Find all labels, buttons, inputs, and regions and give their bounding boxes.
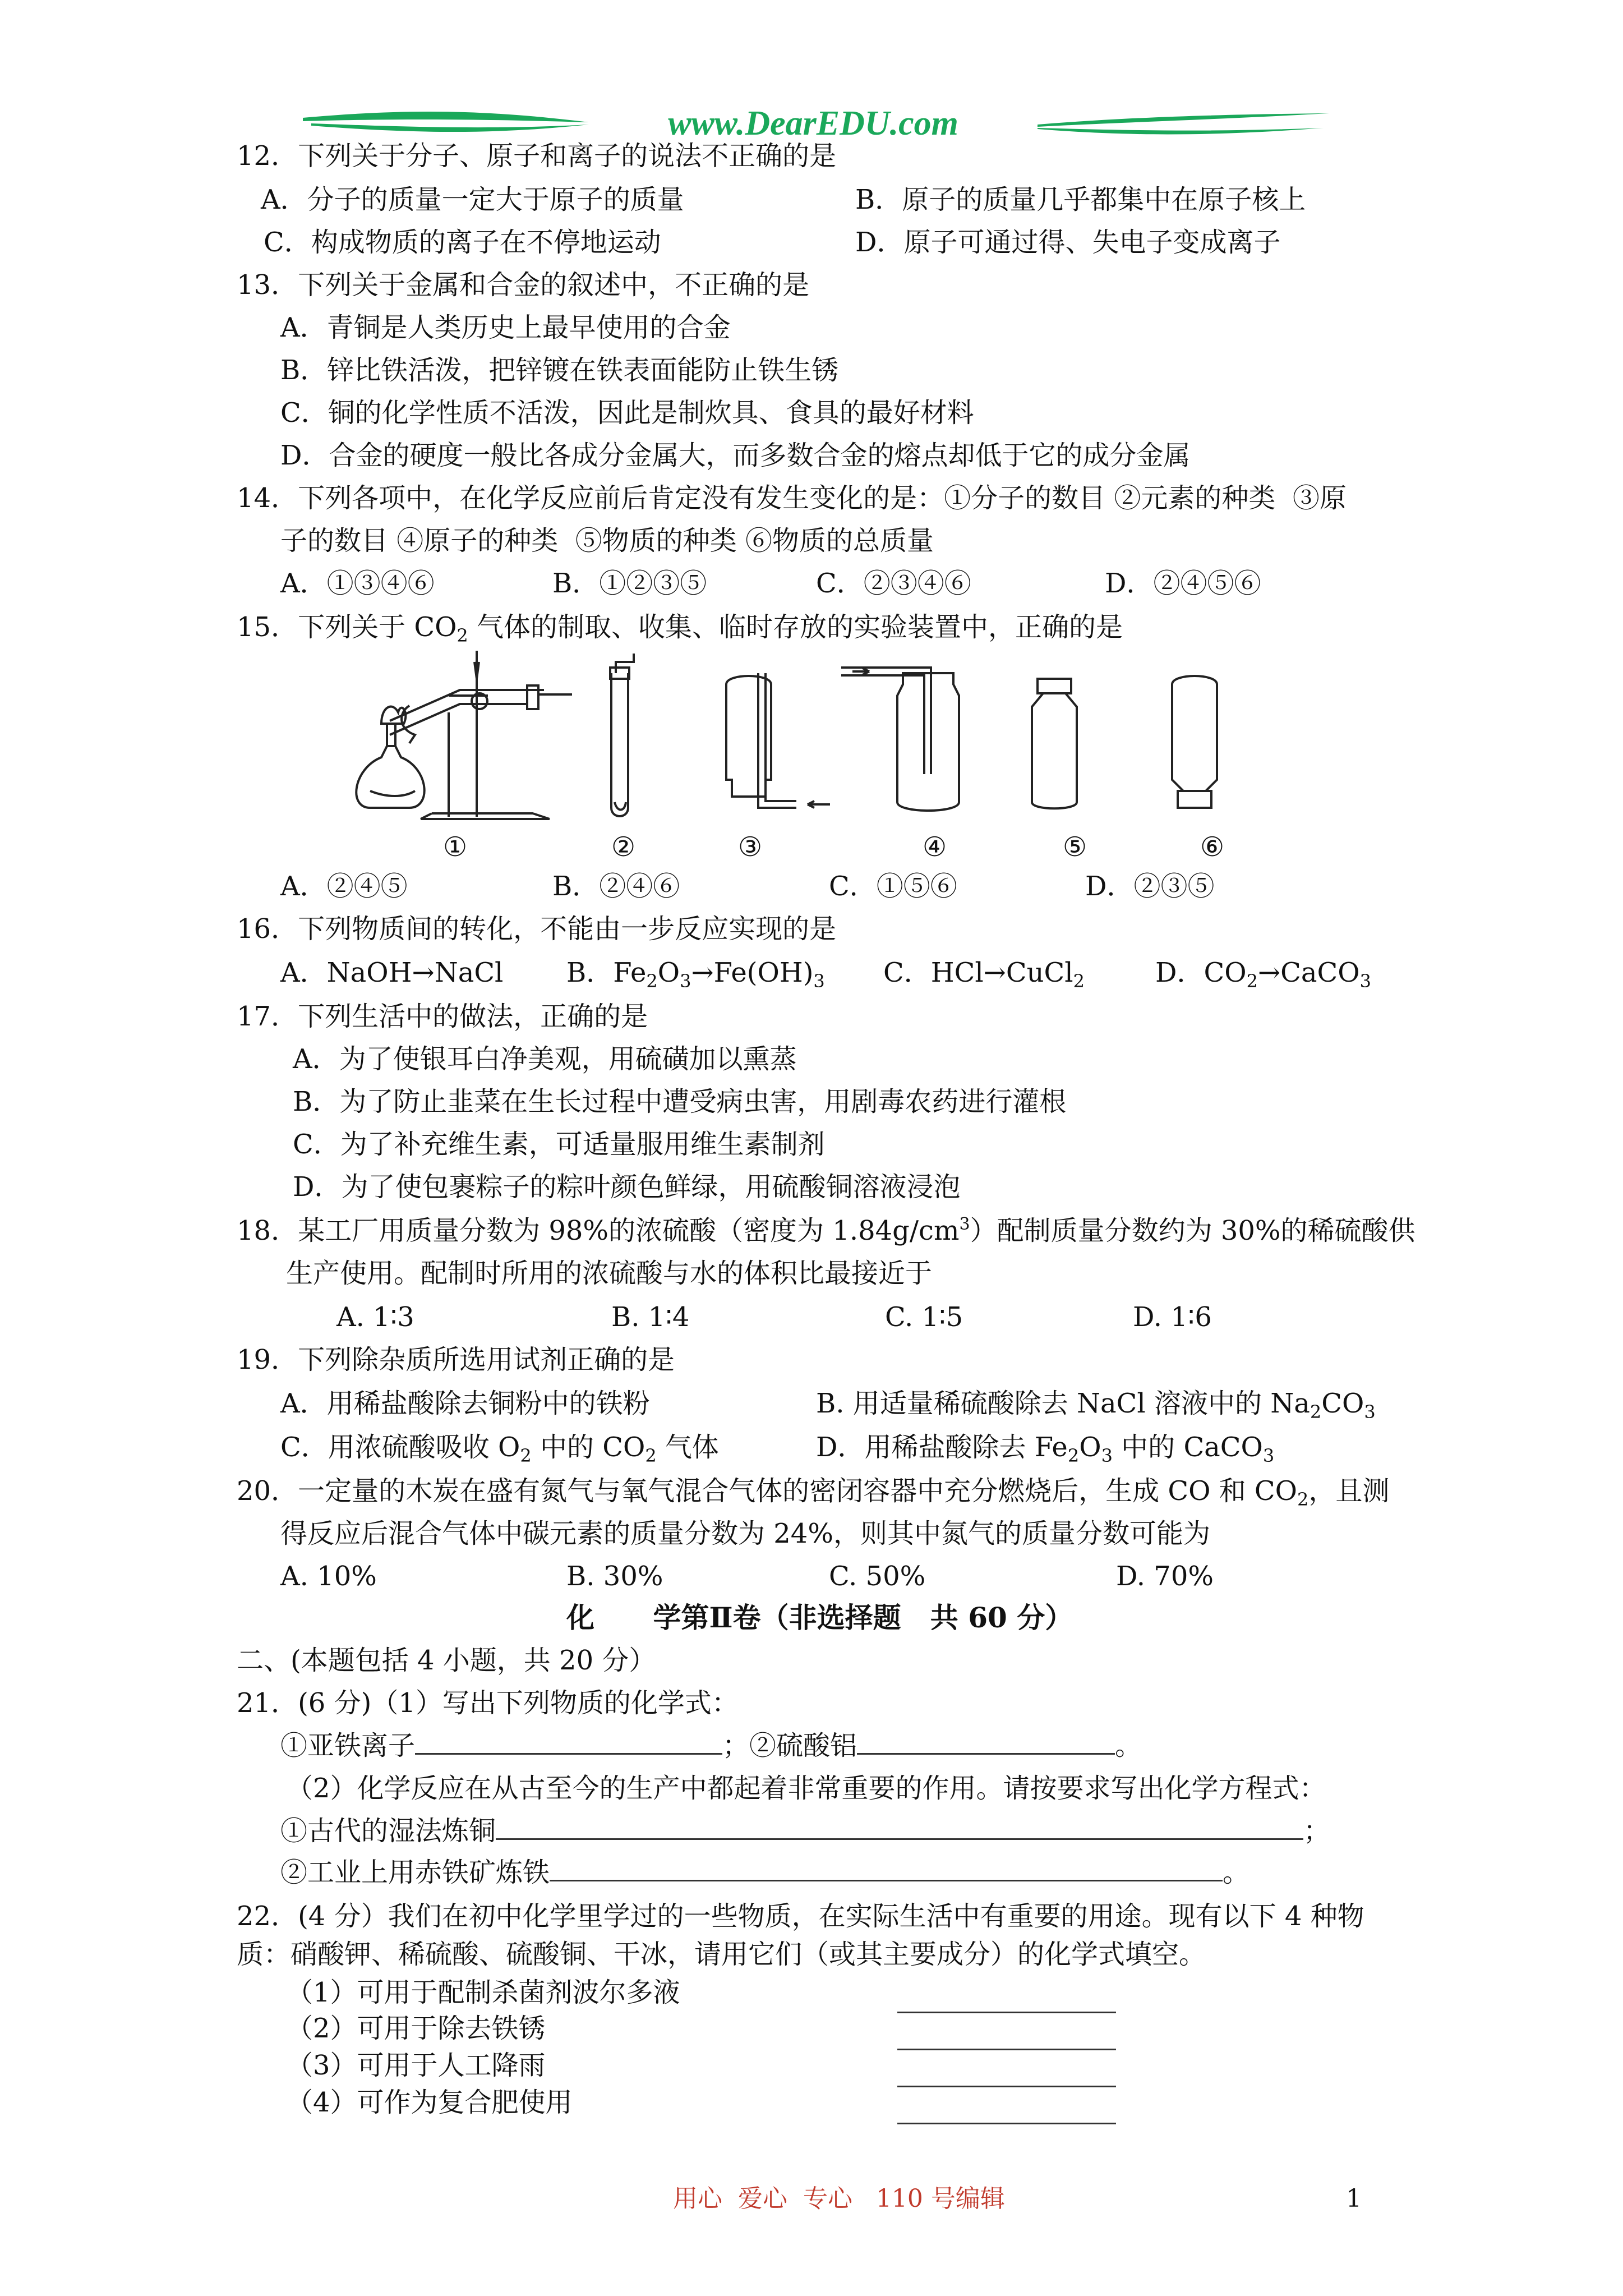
answer-blank-q22-3[interactable] xyxy=(897,2061,1116,2087)
answer-blank-q22-1[interactable] xyxy=(897,1987,1116,2013)
q19-option-b: B. 用适量稀硫酸除去 NaCl 溶液中的 $Na_2CO_3$ xyxy=(816,1388,1376,1423)
q16-option-b: B．$Fe_2O_3\to Fe(OH)_3$ xyxy=(566,957,825,992)
q22-item-4: （4）可作为复合肥使用 xyxy=(286,2087,573,2118)
site-logo-text: www.DearEDU.com xyxy=(668,104,958,142)
q16-stem: 16．下列物质间的转化，不能由一步反应实现的是 xyxy=(237,913,837,945)
apparatus-2-test-tube xyxy=(610,654,634,816)
q19-option-d: D．用稀盐酸除去 $Fe_2O_3$ 中的 CaCO$_3$ xyxy=(816,1432,1275,1466)
q17-option-d: D．为了使包裹粽子的粽叶颜色鲜绿，用硫酸铜溶液浸泡 xyxy=(293,1171,961,1203)
q22-stem-line2: 质：硝酸钾、稀硫酸、硫酸铜、干冰，请用它们（或其主要成分）的化学式填空。 xyxy=(237,1939,1206,1970)
q12-option-c: C．构成物质的离子在不停地运动 xyxy=(264,227,661,258)
q16-option-c: C．HCl→CuCl$_2$ xyxy=(883,957,1085,992)
footer-text: 用心 爱心 专心 110 号编辑 xyxy=(673,2184,1005,2213)
q17-option-b: B．为了防止韭菜在生长过程中遭受病虫害，用剧毒农药进行灌根 xyxy=(293,1086,1067,1117)
apparatus-label-3: ③ xyxy=(738,831,763,863)
section-2-part-heading: 二、(本题包括 4 小题，共 20 分） xyxy=(237,1645,656,1676)
q20-option-a: A. 10% xyxy=(280,1561,377,1592)
q15-option-c: C．①⑤⑥ xyxy=(829,871,957,902)
q12-option-b: B．原子的质量几乎都集中在原子核上 xyxy=(855,184,1306,215)
q14-stem-line2: 子的数目 ④原子的种类 ⑤物质的种类 ⑥物质的总质量 xyxy=(280,525,934,556)
apparatus-label-6: ⑥ xyxy=(1200,831,1225,863)
q18-option-c: C. 1∶5 xyxy=(885,1301,963,1333)
q12-option-d: D．原子可通过得、失电子变成离子 xyxy=(855,227,1281,258)
q20-stem-line1: 20．一定量的木炭在盛有氮气与氧气混合气体的密闭容器中充分燃烧后，生成 CO 和 $CO_2$，且测 xyxy=(237,1475,1390,1510)
q12-option-a: A．分子的质量一定大于原子的质量 xyxy=(261,184,684,215)
q13-option-b: B．锌比铁活泼，把锌镀在铁表面能防止铁生锈 xyxy=(280,355,839,386)
q21-stem: 21．(6 分)（1）写出下列物质的化学式： xyxy=(237,1687,739,1719)
q19-option-c: C．用浓硫酸吸收 $O_2$ 中的 $CO_2$ 气体 xyxy=(280,1432,719,1466)
q22-item-3: （3）可用于人工降雨 xyxy=(286,2050,546,2081)
apparatus-6-inverted-jar xyxy=(1172,676,1217,808)
q14-stem-line1: 14．下列各项中，在化学反应前后肯定没有发生变化的是：①分子的数目 ②元素的种类 ③原 xyxy=(237,482,1347,514)
q20-option-c: C. 50% xyxy=(829,1561,926,1592)
q19-stem: 19．下列除杂质所选用试剂正确的是 xyxy=(237,1344,675,1375)
answer-blank-ferrous-ion[interactable] xyxy=(415,1728,722,1755)
q22-item-2: （2）可用于除去铁锈 xyxy=(286,2013,546,2044)
q21-line3: ①古代的湿法炼铜 ； xyxy=(280,1813,1330,1849)
q13-option-d: D．合金的硬度一般比各成分金属大，而多数合金的熔点却低于它的成分金属 xyxy=(280,440,1191,471)
q16-option-d: D．$CO_2\to CaCO_3$ xyxy=(1155,957,1371,992)
section-2-title: 化 学第Ⅱ卷（非选择题 共 60 分） xyxy=(566,1601,1073,1634)
q18-option-b: B. 1∶4 xyxy=(611,1301,690,1333)
apparatus-label-2: ② xyxy=(611,831,636,863)
q21-line4: ②工业上用赤铁矿炼铁 。 xyxy=(280,1855,1249,1890)
q17-stem: 17．下列生活中的做法，正确的是 xyxy=(237,1001,648,1032)
q22-item-1: （1）可用于配制杀菌剂波尔多液 xyxy=(286,1977,680,2008)
q21-line1: ①亚铁离子 ；②硫酸铝 。 xyxy=(280,1728,1142,1764)
apparatus-1-heating-setup xyxy=(356,651,572,819)
q20-stem-line2: 得反应后混合气体中碳元素的质量分数为 24%，则其中氮气的质量分数可能为 xyxy=(280,1518,1210,1549)
q14-option-d: D．②④⑤⑥ xyxy=(1105,568,1261,599)
apparatus-label-1: ① xyxy=(443,831,468,863)
q15-stem: 15．下列关于 $CO_2$ 气体的制取、收集、临时存放的实验装置中，正确的是 xyxy=(237,611,1123,646)
answer-blank-q22-2[interactable] xyxy=(897,2024,1116,2050)
q14-option-c: C．②③④⑥ xyxy=(816,568,971,599)
apparatus-label-5: ⑤ xyxy=(1063,831,1087,863)
apparatus-3-inverted-bottle xyxy=(726,673,830,808)
q17-option-a: A．为了使银耳白净美观，用硫磺加以熏蒸 xyxy=(293,1043,797,1075)
q15-option-b: B．②④⑥ xyxy=(552,871,680,902)
q14-option-b: B．①②③⑤ xyxy=(552,568,707,599)
q21-stem2: （2）化学反应在从古至今的生产中都起着非常重要的作用。请按要求写出化学方程式： xyxy=(286,1773,1326,1804)
apparatus-4-gas-bottle xyxy=(841,668,959,811)
q13-option-c: C．铜的化学性质不活泼，因此是制炊具、食具的最好材料 xyxy=(280,397,974,429)
q20-option-b: B. 30% xyxy=(566,1561,663,1592)
q15-apparatus-figure xyxy=(348,651,1290,836)
q19-option-a: A．用稀盐酸除去铜粉中的铁粉 xyxy=(280,1388,650,1419)
apparatus-label-4: ④ xyxy=(923,831,947,863)
q22-stem-line1: 22．(4 分）我们在初中化学里学过的一些物质，在实际生活中有重要的用途。现有以下 4 种物 xyxy=(237,1901,1364,1932)
answer-blank-q22-4[interactable] xyxy=(897,2098,1116,2124)
answer-blank-wet-copper-smelting[interactable] xyxy=(496,1814,1303,1840)
q18-stem-line1: 18．某工厂用质量分数为 98%的浓硫酸（密度为 $1.84g/cm^3$）配制质量分数约为 30%的稀硫酸供 xyxy=(237,1214,1415,1246)
q15-option-d: D．②③⑤ xyxy=(1085,871,1215,902)
page-number: 1 xyxy=(1346,2184,1362,2213)
q18-option-d: D. 1∶6 xyxy=(1133,1301,1212,1333)
q18-stem-line2: 生产使用。配制时所用的浓硫酸与水的体积比最接近于 xyxy=(286,1258,933,1289)
q15-option-a: A．②④⑤ xyxy=(280,871,408,902)
apparatus-5-gas-jar xyxy=(1032,679,1077,808)
q12-stem: 12．下列关于分子、原子和离子的说法不正确的是 xyxy=(237,140,837,172)
q16-option-a: A．NaOH→NaCl xyxy=(280,957,504,988)
answer-blank-iron-smelting[interactable] xyxy=(550,1855,1223,1881)
q17-option-c: C．为了补充维生素，可适量服用维生素制剂 xyxy=(293,1129,825,1160)
answer-blank-aluminum-sulfate[interactable] xyxy=(857,1728,1115,1755)
q14-option-a: A．①③④⑥ xyxy=(280,568,435,599)
q13-stem: 13．下列关于金属和合金的叙述中，不正确的是 xyxy=(237,269,810,301)
q18-option-a: A. 1∶3 xyxy=(336,1301,414,1333)
q13-option-a: A．青铜是人类历史上最早使用的合金 xyxy=(280,312,731,343)
q20-option-d: D. 70% xyxy=(1116,1561,1214,1592)
